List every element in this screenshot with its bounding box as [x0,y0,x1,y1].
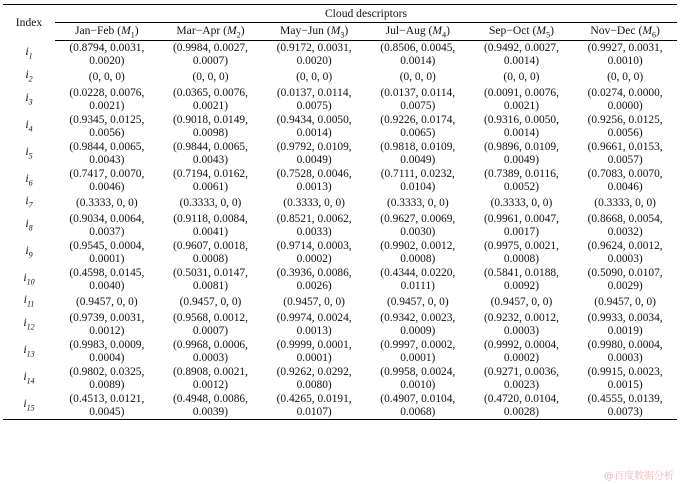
cloud-descriptor-cell: (0.9844, 0.0065, 0.0043) [172,141,248,166]
table-row [3,212,677,239]
column-header: May−Jun $(M_3)$ [262,23,366,41]
cloud-descriptor-cell: (0.9933, 0.0034, 0.0019) [587,312,663,337]
cloud-descriptor-cell: (0.3333, 0, 0) [594,196,656,209]
cloud-descriptor-cell: (0.7389, 0.0116, 0.0052) [484,168,559,193]
cloud-descriptors-table [3,4,677,420]
cloud-descriptor-cell: (0.4513, 0.0121, 0.0045) [55,392,159,420]
cloud-descriptor-cell: (0.9844, 0.0065, 0.0043) [69,141,145,166]
cloud-descriptor-cell: (0.9999, 0.0001, 0.0001) [276,339,352,364]
column-symbol-sub: 5 [546,30,551,40]
cloud-descriptor-cell: (0.9316, 0.0050, 0.0014) [483,114,559,139]
cloud-descriptor-cell: (0.9262, 0.0292, 0.0080) [276,366,352,391]
cloud-descriptor-cell: (0.3936, 0.0086, 0.0026) [276,267,352,292]
cloud-descriptor-cell: (0.9172, 0.0031, 0.0020) [276,42,352,67]
column-symbol: M [536,23,547,37]
column-symbol: M [121,23,131,37]
cloud-descriptor-cell: (0.0091, 0.0076, 0.0021) [483,87,559,112]
cloud-descriptor-cell: (0.9624, 0.0012, 0.0003) [587,240,663,265]
cloud-descriptor-cell: (0.9342, 0.0023, 0.0009) [380,312,456,337]
cloud-descriptor-cell: (0, 0, 0) [503,70,540,83]
cloud-descriptor-cell: (0.0137, 0.0114, 0.0075) [276,87,352,112]
column-symbol-sub: 1 [130,30,135,40]
cloud-descriptor-cell: (0.9792, 0.0109, 0.0049) [276,141,352,166]
row-index: $i_6$ [25,170,33,187]
cloud-descriptor-cell: (0.9992, 0.0004, 0.0002) [483,339,559,364]
table-row [3,311,677,338]
cloud-descriptor-cell: (0, 0, 0) [88,70,125,83]
column-header: Jul−Aug $(M_4)$ [366,23,470,41]
cloud-descriptor-cell: (0.5090, 0.0107, 0.0029) [587,267,663,292]
column-period: Sep−Oct ( [488,23,537,37]
cloud-descriptor-cell: (0.8794, 0.0031, 0.0020) [69,42,145,67]
table-row [3,113,677,140]
cloud-descriptor-cell: (0.9896, 0.0109, 0.0049) [483,141,559,166]
cloud-descriptor-cell: (0.8506, 0.0045, 0.0014) [380,42,456,67]
row-index: $i_{12}$ [23,314,35,331]
cloud-descriptor-cell: (0, 0, 0) [607,70,644,83]
cloud-descriptor-cell: (0.9975, 0.0021, 0.0008) [483,240,559,265]
row-index: $i_8$ [25,215,33,232]
column-symbol-sub: 2 [236,30,241,40]
column-symbol-sub: 3 [340,30,345,40]
cloud-descriptor-cell: (0.4555, 0.0139, 0.0073) [573,392,677,420]
cloud-descriptor-cell: (0.9457, 0, 0) [490,295,553,308]
cloud-descriptor-cell: (0.8668, 0.0054, 0.0032) [587,213,663,238]
cloud-descriptor-cell: (0.7528, 0.0046, 0.0013) [276,168,352,193]
column-period: May−Jun ( [280,23,331,37]
cloud-descriptor-cell: (0.9457, 0, 0) [179,295,242,308]
cloud-descriptor-cell: (0.7083, 0.0070, 0.0046) [587,168,663,193]
cloud-descriptor-cell: (0.0228, 0.0076, 0.0021) [69,87,145,112]
cloud-descriptor-cell: (0.5031, 0.0147, 0.0081) [172,267,248,292]
cloud-descriptor-cell: (0.9457, 0, 0) [386,295,449,308]
cloud-descriptor-cell: (0.9661, 0.0153, 0.0057) [587,141,663,166]
watermark: @百度数据分析 [604,471,674,482]
column-header: Sep−Oct $(M_5)$ [470,23,574,41]
cloud-descriptor-cell: (0.9714, 0.0003, 0.0002) [276,240,352,265]
cloud-descriptor-cell: (0.9457, 0, 0) [75,295,138,308]
cloud-descriptor-cell: (0.9818, 0.0109, 0.0049) [380,141,456,166]
cloud-descriptor-cell: (0.9984, 0.0027, 0.0007) [172,42,248,67]
cloud-descriptor-cell: (0.9118, 0.0084, 0.0041) [173,213,248,238]
cloud-descriptor-cell: (0.9457, 0, 0) [283,295,345,308]
table-row [3,338,677,365]
cloud-descriptor-cell: (0.9018, 0.0149, 0.0098) [172,114,248,139]
column-symbol: M [642,23,652,37]
cloud-descriptor-cell: (0.8908, 0.0021, 0.0012) [172,366,248,391]
cloud-descriptor-cell: (0, 0, 0) [296,70,333,83]
cloud-descriptor-cell: (0.4265, 0.0191, 0.0107) [262,392,366,420]
column-period: Jul−Aug ( [385,23,433,37]
row-index: $i_{13}$ [23,341,35,358]
row-index: $i_2$ [25,67,33,84]
column-symbol-sub: 4 [442,30,447,40]
table-row [3,86,677,113]
column-header: Nov−Dec $(M_6)$ [573,23,677,41]
table-row [3,68,677,86]
cloud-descriptor-cell: (0.9958, 0.0024, 0.0010) [380,366,456,391]
column-symbol: M [330,23,341,37]
cloud-descriptor-cell: (0.9627, 0.0069, 0.0030) [380,213,456,238]
index-header: Index [3,5,55,41]
cloud-descriptor-cell: (0.3333, 0, 0) [490,196,553,209]
cloud-descriptor-cell: (0.3333, 0, 0) [75,196,138,209]
column-symbol: M [227,23,237,37]
row-index: $i_{14}$ [23,368,35,385]
table-row [3,239,677,266]
cloud-descriptor-cell: (0, 0, 0) [399,70,436,83]
cloud-descriptor-cell: (0.9739, 0.0031, 0.0012) [69,312,145,337]
group-header: Cloud descriptors [55,5,677,23]
row-index: $i_3$ [25,89,33,106]
row-index: $i_{11}$ [23,292,35,309]
cloud-descriptor-cell: (0.4907, 0.0104, 0.0068) [366,392,470,420]
cloud-descriptor-cell: (0.9034, 0.0064, 0.0037) [69,213,145,238]
cloud-descriptor-cell: (0.9568, 0.0012, 0.0007) [172,312,248,337]
column-header: Jan−Feb $(M_1)$ [55,23,159,41]
cloud-descriptor-cell: (0.7194, 0.0162, 0.0061) [172,168,248,193]
table-row [3,266,677,293]
cloud-descriptor-cell: (0.9802, 0.0325, 0.0089) [69,366,145,391]
cloud-descriptor-cell: (0.9980, 0.0004, 0.0003) [587,339,663,364]
cloud-descriptor-cell: (0.4598, 0.0145, 0.0040) [69,267,145,292]
cloud-descriptor-cell: (0.7111, 0.0232, 0.0104) [380,168,455,193]
cloud-descriptor-cell: (0.9345, 0.0125, 0.0056) [69,114,145,139]
row-index: $i_1$ [25,44,33,61]
cloud-descriptor-cell: (0.5841, 0.0188, 0.0092) [483,267,559,292]
cloud-descriptor-cell: (0.4720, 0.0104, 0.0028) [470,392,574,420]
row-index: $i_{15}$ [3,392,55,420]
column-period: Mar−Apr ( [176,23,228,37]
row-index: $i_{10}$ [23,269,35,286]
cloud-descriptor-cell: (0.9927, 0.0031, 0.0010) [587,42,663,67]
cloud-descriptor-cell: (0.9492, 0.0027, 0.0014) [483,42,559,67]
cloud-descriptor-cell: (0.9271, 0.0036, 0.0023) [483,366,559,391]
cloud-descriptor-cell: (0.9457, 0, 0) [594,295,656,308]
row-index: $i_7$ [25,193,33,210]
row-index: $i_5$ [25,143,33,160]
cloud-descriptor-cell: (0.4948, 0.0086, 0.0039) [159,392,263,420]
column-period: Jan−Feb ( [74,23,122,37]
cloud-descriptor-cell: (0.8521, 0.0062, 0.0033) [276,213,352,238]
table-row [3,365,677,392]
cloud-descriptor-cell: (0.3333, 0, 0) [283,196,345,209]
column-symbol: M [432,23,443,37]
table-row [3,140,677,167]
table-row [3,41,677,69]
cloud-descriptor-cell: (0.9968, 0.0006, 0.0003) [172,339,248,364]
cloud-descriptor-cell: (0.9915, 0.0023, 0.0015) [587,366,663,391]
cloud-descriptor-cell: (0.3333, 0, 0) [386,196,449,209]
cloud-descriptor-cell: (0.9434, 0.0050, 0.0014) [276,114,352,139]
cloud-descriptor-cell: (0.9545, 0.0004, 0.0001) [69,240,145,265]
cloud-descriptor-cell: (0.0365, 0.0076, 0.0021) [172,87,248,112]
column-symbol-sub: 6 [652,30,656,40]
table-row [3,167,677,194]
cloud-descriptor-cell: (0.7417, 0.0070, 0.0046) [69,168,145,193]
cloud-descriptor-cell: (0.9902, 0.0012, 0.0008) [380,240,456,265]
cloud-descriptor-cell: (0.9256, 0.0125, 0.0056) [587,114,663,139]
column-header: Mar−Apr $(M_2)$ [159,23,263,41]
cloud-descriptor-cell: (0.9607, 0.0018, 0.0008) [172,240,248,265]
row-index: $i_4$ [25,116,33,133]
column-period: Nov−Dec ( [590,23,643,37]
cloud-descriptor-cell: (0.9997, 0.0002, 0.0001) [380,339,456,364]
cloud-descriptor-cell: (0.9961, 0.0047, 0.0017) [483,213,559,238]
row-index: $i_9$ [25,242,33,259]
cloud-descriptor-cell: (0.9232, 0.0012, 0.0003) [483,312,559,337]
table-row [3,392,677,420]
cloud-descriptor-cell: (0.9974, 0.0024, 0.0013) [276,312,352,337]
cloud-descriptor-cell: (0.9983, 0.0009, 0.0004) [69,339,145,364]
table-row [3,293,677,311]
table-row [3,194,677,212]
cloud-descriptor-cell: (0, 0, 0) [192,70,229,83]
cloud-descriptor-cell: (0.3333, 0, 0) [179,196,242,209]
cloud-descriptor-cell: (0.0137, 0.0114, 0.0075) [380,87,456,112]
cloud-descriptor-cell: (0.0274, 0.0000, 0.0000) [587,87,663,112]
cloud-descriptor-cell: (0.9226, 0.0174, 0.0065) [380,114,456,139]
cloud-descriptor-cell: (0.4344, 0.0220, 0.0111) [380,267,456,292]
